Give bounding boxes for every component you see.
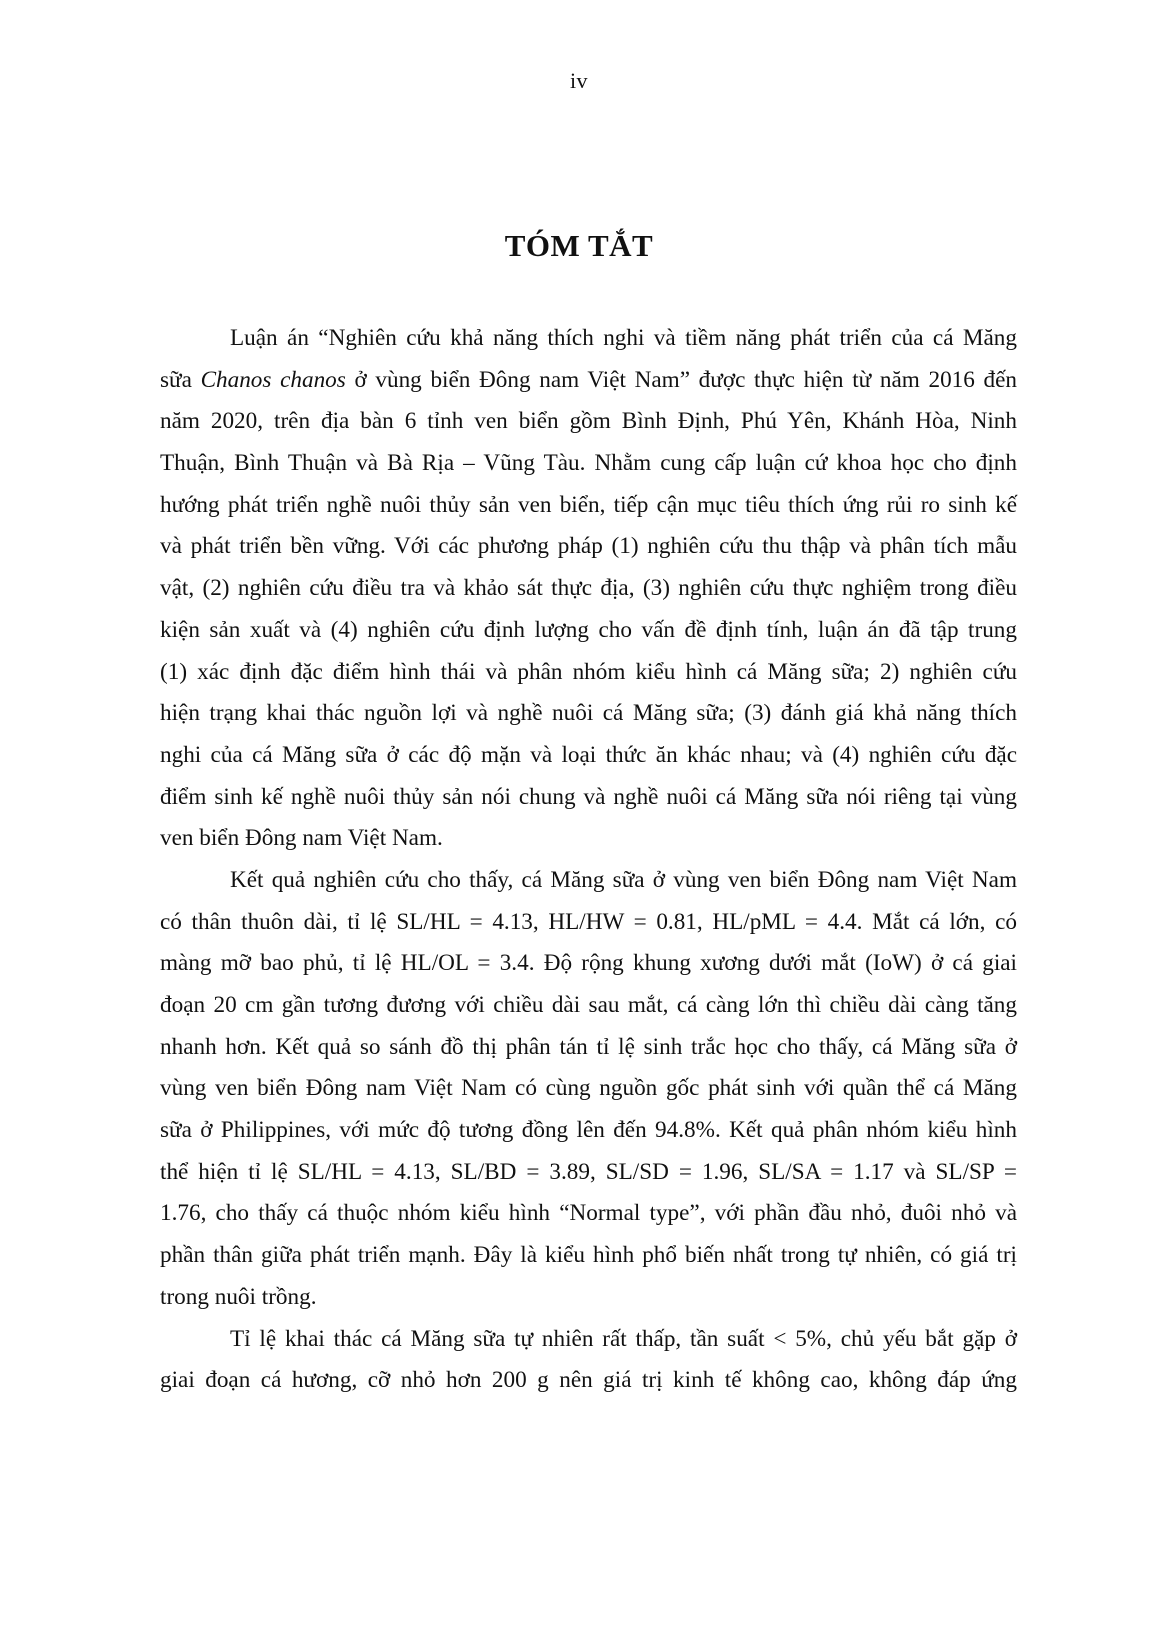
text-line: năm 2020, trên địa bàn 6 tỉnh ven biển gồm Bình Định, Phú Yên, Khánh Hòa, Ninh	[160, 408, 1017, 435]
text-line: kiện sản xuất và (4) nghiên cứu định lượng cho vấn đề định tính, luận án đã tập trung	[160, 616, 1017, 643]
text-line: màng mỡ bao phủ, tỉ lệ HL/OL = 3.4. Độ rộng khung xương dưới mắt (IoW) ở cá giai	[160, 950, 1017, 977]
species-name: Chanos chanos	[200, 366, 346, 393]
text-line: Tỉ lệ khai thác cá Măng sữa tự nhiên rất thấp, tần suất < 5%, chủ yếu bắt gặp ở	[230, 1325, 1017, 1352]
text-line: nghi của cá Măng sữa ở các độ mặn và loại thức ăn khác nhau; và (4) nghiên cứu đặc	[160, 741, 1017, 768]
paragraph-1	[160, 318, 1017, 860]
text-line: nhanh hơn. Kết quả so sánh đồ thị phân tán tỉ lệ sinh trắc học cho thấy, cá Măng sữa ở	[160, 1033, 1017, 1060]
text-line: đoạn 20 cm gần tương đương với chiều dài sau mắt, cá càng lớn thì chiều dài càng tăng	[160, 992, 1017, 1018]
text-line: Luận án “Nghiên cứu khả năng thích nghi và tiềm năng phát triển của cá Măng	[230, 325, 1017, 351]
section-title: TÓM TẮT	[504, 228, 654, 263]
text-line: hiện trạng khai thác nguồn lợi và nghề nuôi cá Măng sữa; (3) đánh giá khả năng thích	[160, 700, 1017, 727]
text-line: Thuận, Bình Thuận và Bà Rịa – Vũng Tàu. Nhằm cung cấp luận cứ khoa học cho định	[160, 450, 1017, 477]
text-line: Kết quả nghiên cứu cho thấy, cá Măng sữa ở vùng ven biển Đông nam Việt Nam	[230, 866, 1017, 893]
text-line: và phát triển bền vững. Với các phương pháp (1) nghiên cứu thu thập và phân tích mẫu	[160, 533, 1017, 560]
paragraph-3	[160, 1319, 1017, 1402]
text-line: (1) xác định đặc điểm hình thái và phân nhóm kiểu hình cá Măng sữa; 2) nghiên cứu	[160, 658, 1017, 685]
text-line: giai đoạn cá hương, cỡ nhỏ hơn 200 g nên giá trị kinh tế không cao, không đáp ứng	[160, 1367, 1017, 1394]
abstract-body	[160, 318, 1017, 1402]
text-line: 1.76, cho thấy cá thuộc nhóm kiểu hình “Normal type”, với phần đầu nhỏ, đuôi nhỏ và	[160, 1200, 1017, 1227]
text-line: sữa ở Philippines, với mức độ tương đồng lên đến 94.8%. Kết quả phân nhóm kiểu hình	[160, 1117, 1017, 1144]
text-line: vùng ven biển Đông nam Việt Nam có cùng nguồn gốc phát sinh với quần thể cá Măng	[160, 1075, 1017, 1102]
text-line: sữa Chanos chanos ở vùng biển Đông nam Việt Nam” được thực hiện từ năm 2016 đến	[160, 366, 1017, 393]
paragraph-2	[160, 860, 1017, 1319]
text-line: vật, (2) nghiên cứu điều tra và khảo sát thực địa, (3) nghiên cứu thực nghiệm trong điều	[160, 575, 1017, 602]
text-line: phần thân giữa phát triển mạnh. Đây là kiểu hình phổ biến nhất trong tự nhiên, có giá trị	[160, 1242, 1017, 1269]
text-line: trong nuôi trồng.	[160, 1283, 317, 1310]
text-line: điểm sinh kế nghề nuôi thủy sản nói chung và nghề nuôi cá Măng sữa nói riêng tại vùng	[160, 783, 1017, 810]
text-line: thể hiện tỉ lệ SL/HL = 4.13, SL/BD = 3.89, SL/SD = 1.96, SL/SA = 1.17 và SL/SP =	[160, 1158, 1017, 1185]
text-line: ven biển Đông nam Việt Nam.	[160, 825, 443, 852]
page-number: iv	[569, 68, 589, 93]
text-line: có thân thuôn dài, tỉ lệ SL/HL = 4.13, HL/HW = 0.81, HL/pML = 4.4. Mắt cá lớn, có	[160, 908, 1017, 935]
text-line: hướng phát triển nghề nuôi thủy sản ven biển, tiếp cận mục tiêu thích ứng rủi ro sinh kế	[160, 491, 1017, 518]
